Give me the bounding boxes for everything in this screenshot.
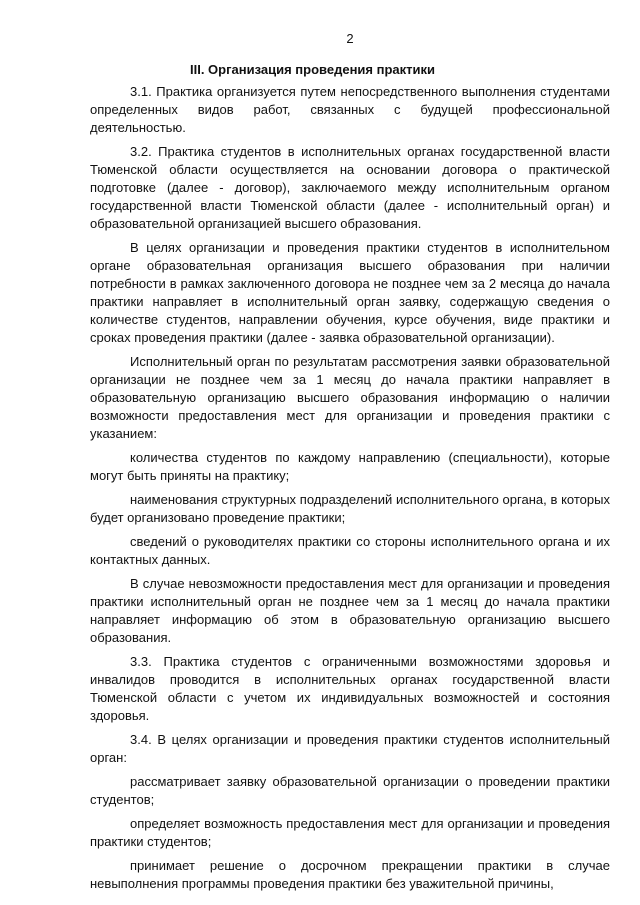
list-item-students-count: количества студентов по каждому направлению (специальности), которые могут быть приняты на практику; — [90, 450, 610, 483]
paragraph-response: Исполнительный орган по результатам рассмотрения заявки образовательной организации не позднее чем за 1 месяц до начала практики направляет в образовательную организацию высшего образования информацию о наличии возможности предоставления мест для организации и проведения практики с указанием: — [90, 354, 610, 441]
list-item-reviews-application: рассматривает заявку образовательной организации о проведении практики студентов; — [90, 774, 610, 807]
list-item-subdivisions: наименования структурных подразделений исполнительного органа, в которых будет организовано проведение практики; — [90, 492, 610, 525]
paragraph-impossibility: В случае невозможности предоставления мест для организации и проведения практики исполнительный орган не позднее чем за 1 месяц до начала практики направляет информацию об этом в образовательную организацию высшего образования. — [90, 576, 610, 645]
paragraph-3-2: 3.2. Практика студентов в исполнительных органах государственной власти Тюменской области осуществляется на основании договора о практической подготовке (далее - договор), заключаемого между исполнительным органом государственной власти Тюменской области (далее - исполнительный орган) и образовательной организацией высшего образования. — [90, 144, 610, 231]
paragraph-3-4: 3.4. В целях организации и проведения практики студентов исполнительный орган: — [90, 732, 610, 765]
page-number: 2 — [346, 31, 354, 46]
list-item-early-termination: принимает решение о досрочном прекращении практики в случае невыполнения программы проведения практики без уважительной причины, — [90, 858, 610, 891]
list-item-supervisors: сведений о руководителях практики со стороны исполнительного органа и их контактных данных. — [90, 534, 610, 567]
list-item-determines-places: определяет возможность предоставления мест для организации и проведения практики студентов; — [90, 816, 610, 849]
paragraph-3-1: 3.1. Практика организуется путем непосредственного выполнения студентами определенных видов работ, связанных с будущей профессиональной деятельностью. — [90, 84, 610, 135]
document-page — [90, 30, 610, 899]
paragraph-application: В целях организации и проведения практики студентов в исполнительном органе образовательная организация высшего образования при наличии потребности в рамках заключенного договора не позднее чем за 2 месяца до начала практики направляет в исполнительный орган заявку, содержащую сведения о количестве студентов, направлении обучения, курсе обучения, виде практики и сроках проведения практики (далее - заявка образовательной организации). — [90, 240, 610, 345]
paragraph-3-3: 3.3. Практика студентов с ограниченными возможностями здоровья и инвалидов проводится в исполнительных органах государственной власти Тюменской области с учетом их индивидуальных возможностей и состояния здоровья. — [90, 654, 610, 723]
section-title: III. Организация проведения практики — [190, 62, 435, 77]
